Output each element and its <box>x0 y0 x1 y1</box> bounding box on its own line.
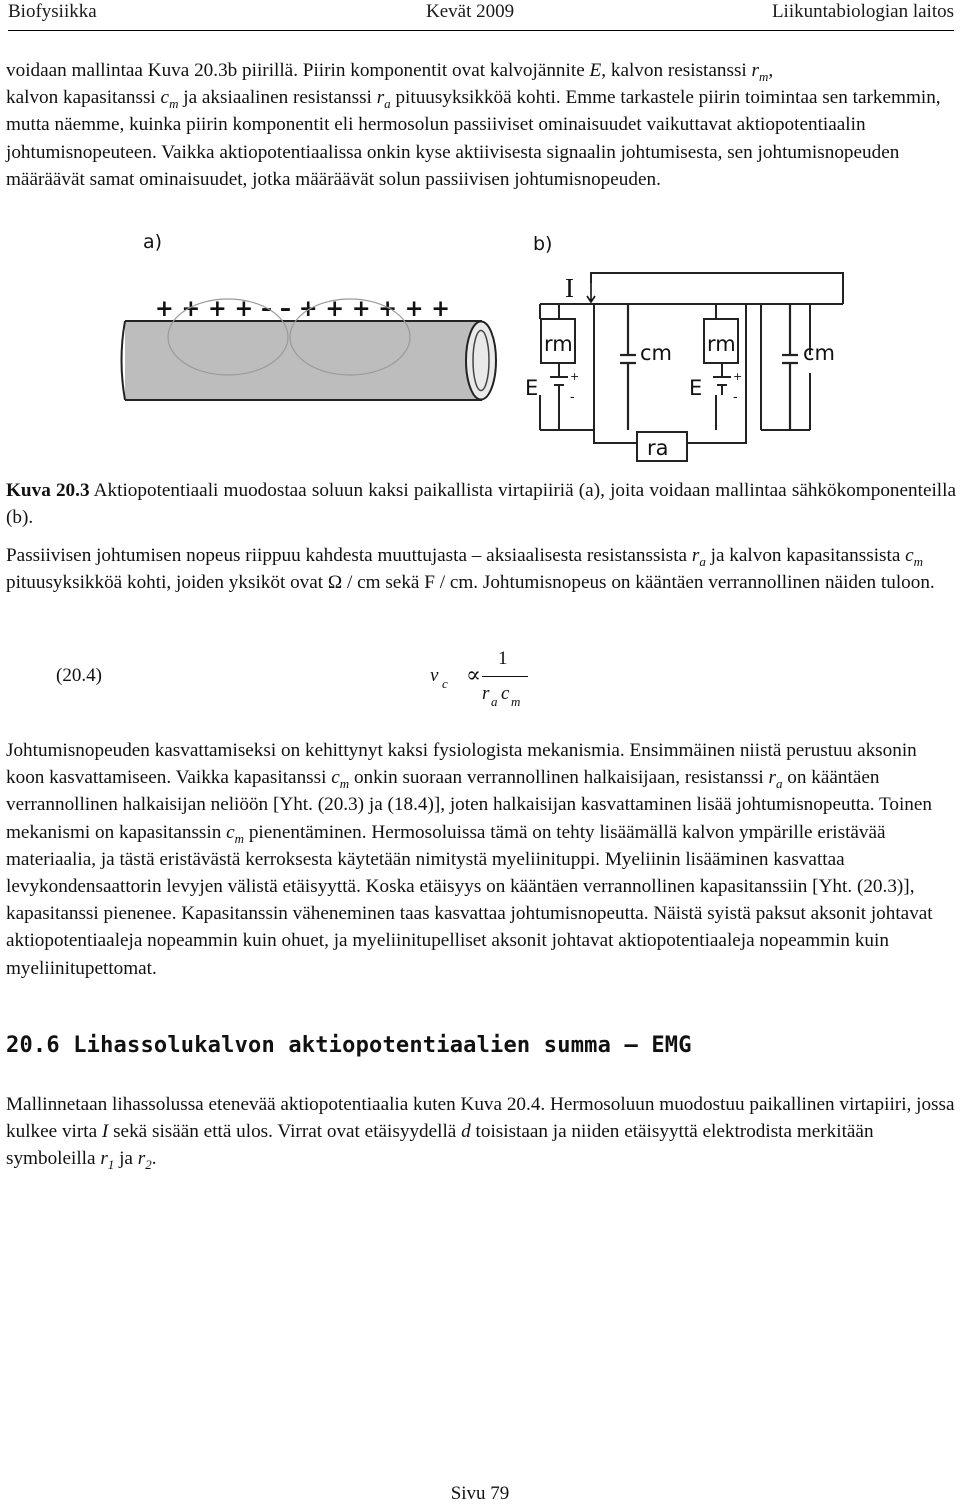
section-heading: 20.6 Lihassolukalvon aktiopotentiaalien summa – EMG <box>6 1033 692 1058</box>
battery-e-right-label: E <box>689 376 703 400</box>
battery-e-left <box>550 363 568 395</box>
intro-paragraph: voidaan mallintaa Kuva 20.3b piirillä. Piirin komponentit ovat kalvojännite E, kalvon resistanssi $r_m$, kalvon kapasitanssi $c_m$ ja aksiaalinen resistanssi $r_a$ pituusyksikköä kohti. Emme tarkastele piirin toimintaa sen tarkemmin, mutta näemme, kuinka piirin komponentit eli hermosolun passiiviset ominaisuudet vaikuttavat aktiopotentiaalin johtumisnopeuteen. Vaikka aktiopotentiaalissa onkin kyse aktiivisesta signaalin johtumisesta, sen johtumisnopeuden määräävät samat ominaisuudet, jotka määräävät solun passiivisen johtumisnopeuden. <box>6 60 941 190</box>
caption-label: Kuva 20.3 <box>6 480 90 501</box>
capacitor-cm-left <box>620 304 636 430</box>
circuit-wires <box>540 273 843 443</box>
capacitor-cm-right-label: cm <box>803 341 836 365</box>
header-term: Kevät 2009 <box>426 1 515 22</box>
battery-e-right <box>713 363 731 395</box>
current-label: I <box>565 273 574 303</box>
battery-minus-left: - <box>570 390 575 405</box>
emg-paragraph: Mallinnetaan lihassolussa etenevää aktiopotentiaalia kuten Kuva 20.4. Hermosoluun muodostuu paikallinen virtapiiri, jossa kulkee virta I sekä sisään että ulos. Virrat ovat etäisyydellä d toisistaan ja niiden etäisyyttä elektrodista merkitään symboleilla $r_1$ ja $r_2$. <box>6 1094 955 1173</box>
page-header <box>8 0 954 26</box>
resistor-ra-label: ra <box>647 436 669 460</box>
mechanisms-paragraph: Johtumisnopeuden kasvattamiseksi on kehittynyt kaksi fysiologista mekanismia. Ensimmäinen niistä perustuu aksonin koon kasvattamiseen. Vaikka kapasitanssi $c_m$ onkin suoraan verrannollinen halkaisijaan, resistanssi $r_a$ on kääntäen verrannollinen halkaisijan neliöön [Yht. (20.3) ja (18.4)], joten halkaisijan kasvattaminen lisää johtumisnopeutta. Toinen mekanismi on kapasitanssin $c_m$ pienentäminen. Hermosoluissa tämä on tehty lisäämällä kalvon ympärille eristävää materiaalia, ja tästä eristävästä kerroksesta käytetään nimitystä myeliinituppi. Myeliinin lisääminen kasvattaa levykondensaattorin levyjen välistä etäisyyttä. Koska etäisyys on kääntäen verrannollinen kapasitanssiin [Yht. (20.3)], kapasitanssi pienenee. Kapasitanssin väheneminen taas kasvattaa johtumisnopeutta. Näistä syistä paksut aksonit johtavat aktiopotentiaaleja nopeammin kuin ohuet, ja myeliinitupelliset aksonit johtavat aktiopotentiaaleja nopeammin kuin myeliinitupettomat. <box>6 740 933 979</box>
header-department: Liikuntabiologian laitos <box>771 1 954 22</box>
axon-top-charges: + + + + – – + + + + + + <box>155 296 450 322</box>
axon-left-edge <box>122 321 126 400</box>
battery-plus-left: + <box>570 370 580 383</box>
figure-axon-circuit <box>110 225 870 470</box>
passive-conduction-paragraph: Passiivisen johtumisen nopeus riippuu kahdesta muuttujasta – aksiaalisesta resistanssista $r_a$ ja kalvon kapasitanssista $c_m$ pituusyksikköä kohti, joiden yksiköt ovat Ω / cm sekä F / cm. Johtumisnopeus on kääntäen verrannollinen näiden tuloon. <box>6 545 935 594</box>
figure-label-a: a) <box>143 231 163 253</box>
axon-end-cap <box>466 322 496 400</box>
figure-caption: Kuva 20.3 Aktiopotentiaali muodostaa soluun kaksi paikallista virtapiiriä (a), joita voidaan mallintaa sähkökomponenteilla (b). <box>6 480 956 529</box>
equation-number: (20.4) <box>56 665 102 686</box>
resistor-rm-right-label: rm <box>707 332 736 356</box>
battery-minus-right: - <box>733 390 738 405</box>
header-course: Biofysiikka <box>8 1 97 22</box>
battery-plus-right: + <box>733 370 743 383</box>
battery-e-left-label: E <box>525 376 539 400</box>
figure-label-b: b) <box>533 233 553 255</box>
header-divider <box>8 30 954 31</box>
resistor-rm-left-label: rm <box>544 332 573 356</box>
current-arrow <box>587 282 595 302</box>
capacitor-cm-right <box>782 304 798 430</box>
page-number: Sivu 79 <box>450 1483 510 1504</box>
capacitor-cm-left-label: cm <box>640 341 673 365</box>
